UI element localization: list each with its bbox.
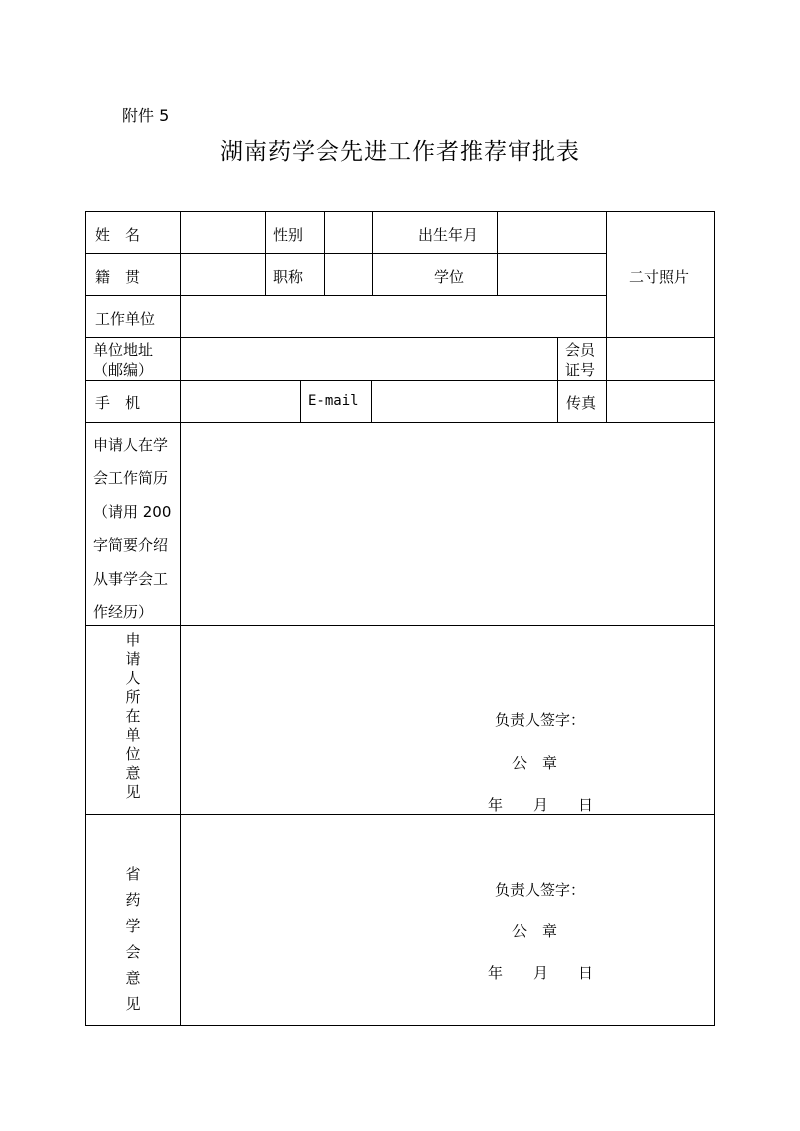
label-column-line	[180, 211, 181, 1026]
form-border-left	[85, 211, 86, 1026]
photo-placeholder-label: 二寸照片	[629, 268, 690, 286]
phone-label: 手 机	[95, 394, 141, 412]
col-line	[300, 380, 301, 422]
degree-label: 学位	[434, 268, 465, 286]
resume-label-line4: 字简要介绍	[93, 536, 169, 554]
resume-label-line5: 从事学会工	[93, 570, 169, 588]
address-label-line1: 单位地址	[93, 341, 154, 359]
fax-label: 传真	[566, 394, 597, 412]
name-label: 姓 名	[95, 226, 141, 244]
gender-label: 性别	[273, 226, 304, 244]
email-label: E-mail	[308, 393, 359, 409]
col-line	[557, 337, 558, 422]
col-line	[265, 211, 266, 295]
society-seal-label: 公 章	[512, 922, 558, 940]
unit-signature-label: 负责人签字：	[495, 711, 586, 729]
society-date-label: 年 月 日	[488, 964, 594, 982]
row-line	[85, 253, 606, 254]
workplace-label: 工作单位	[95, 310, 156, 328]
resume-label-line3: （请用 200	[93, 503, 172, 521]
society-opinion-label: 省药学会意见	[125, 865, 141, 1013]
col-line	[497, 211, 498, 295]
unit-opinion-label: 申请人所在单位意见	[125, 631, 141, 801]
form-border-right	[714, 211, 715, 1026]
col-line	[371, 380, 372, 422]
resume-label-line2: 会工作简历	[93, 469, 169, 487]
member-label-line2: 证号	[565, 361, 596, 379]
birth-date-label: 出生年月	[418, 226, 479, 244]
unit-date-label: 年 月 日	[488, 796, 594, 814]
unit-seal-label: 公 章	[512, 754, 558, 772]
member-label-line1: 会员	[565, 341, 596, 359]
resume-label-line1: 申请人在学	[93, 436, 169, 454]
attachment-number: 附件 5	[122, 106, 170, 125]
address-label-line2: （邮编）	[93, 361, 154, 379]
photo-column-line	[606, 211, 607, 422]
col-line	[372, 211, 373, 295]
resume-label-line6: 作经历）	[93, 603, 154, 621]
row-line	[85, 295, 606, 296]
form-title: 湖南药学会先进工作者推荐审批表	[220, 139, 580, 165]
society-signature-label: 负责人签字：	[495, 881, 586, 899]
recommendation-form	[85, 211, 715, 1026]
professional-title-label: 职称	[273, 268, 304, 286]
col-line	[324, 211, 325, 295]
origin-label: 籍 贯	[95, 268, 141, 286]
